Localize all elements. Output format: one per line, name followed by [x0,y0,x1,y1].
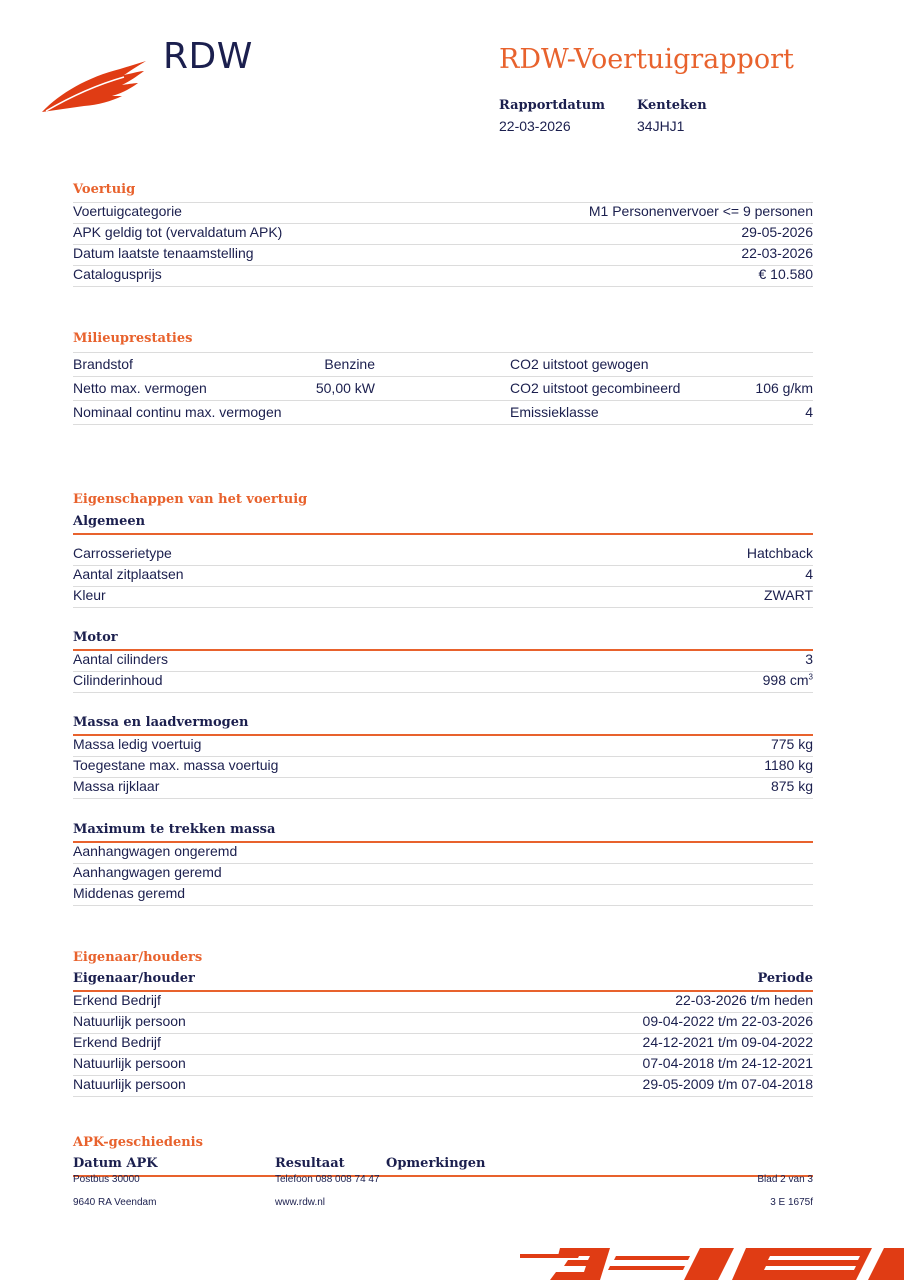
section-title-milieu: Milieuprestaties [73,331,193,346]
row-value [763,672,813,688]
subsection-title-massa: Massa en laadvermogen [73,715,249,730]
subsection-title-motor: Motor [73,630,118,645]
subsection-title-trekken: Maximum te trekken massa [73,822,276,837]
table-row [73,544,813,566]
row-label: Datum laatste tenaamstelling [73,245,254,261]
footer-adres: 9640 RA Veendam [73,1197,157,1208]
row-label: Massa ledig voertuig [73,736,202,752]
table-row [73,353,813,377]
row-value: M1 Personenvervoer <= 9 personen [588,203,813,219]
row-label: Middenas geremd [73,885,186,901]
row-label: Massa rijklaar [73,778,160,794]
row-value: 22-03-2026 t/m heden [675,992,813,1008]
row-label: Aanhangwagen geremd [73,864,222,880]
unit-superscript: 3 [808,672,813,682]
row-label: Brandstof [73,356,133,372]
row-value: ZWART [764,587,813,603]
row-label: Emissieklasse [510,404,599,420]
row-value: 4 [805,404,813,420]
table-row [73,777,813,799]
table-row [73,565,813,587]
row-label: Toegestane max. massa voertuig [73,757,279,773]
kenteken-value: 34JHJ1 [637,118,685,134]
row-value: € 10.580 [758,266,813,282]
row-label: Erkend Bedrijf [73,1034,161,1050]
table-row [73,991,813,1013]
table-row [73,377,813,401]
row-value: 29-05-2026 [741,224,813,240]
row-value: 50,00 kW [315,380,375,396]
row-label: Netto max. vermogen [73,380,207,396]
row-label: Natuurlijk persoon [73,1076,186,1092]
divider [73,533,813,535]
row-value: 22-03-2026 [741,245,813,261]
section-title-eigenaar: Eigenaar/houders [73,950,203,965]
footer-website: www.rdw.nl [275,1197,326,1208]
report-title: RDW-Voertuigrapport [499,44,794,75]
row-label: Aantal cilinders [73,651,168,667]
row-value: 3 [805,651,813,667]
row-label: Aanhangwagen ongeremd [73,843,238,859]
table-row [73,1054,813,1076]
table-row [73,650,813,672]
table-row [73,756,813,778]
table-row [73,586,813,608]
subsection-title-algemeen: Algemeen [73,514,146,529]
table-row [73,863,813,885]
row-value: 106 g/km [755,380,813,396]
row-value: 1180 kg [764,757,813,773]
row-label: Catalogusprijs [73,266,162,282]
column-header-periode: Periode [757,971,813,986]
footer-telefoon: Telefoon 088 008 74 47 [275,1174,380,1185]
table-row [73,265,813,287]
rapportdatum-label: Rapportdatum [499,98,605,113]
row-label: Aantal zitplaatsen [73,566,184,582]
row-label: Natuurlijk persoon [73,1055,186,1071]
rdw-logo-icon [40,55,152,117]
row-label: Natuurlijk persoon [73,1013,186,1029]
table-row [73,223,813,245]
section-title-apk: APK-geschiedenis [73,1135,203,1150]
row-value: 4 [805,566,813,582]
footer-page-number: Blad 2 van 3 [757,1174,813,1185]
row-label: Nominaal continu max. vermogen [73,404,282,420]
plate-stripes-graphic [520,1244,904,1280]
row-value: 875 kg [770,778,813,794]
row-value: 24-12-2021 t/m 09-04-2022 [642,1034,813,1050]
table-row [73,401,813,425]
row-label: CO2 uitstoot gecombineerd [510,380,681,396]
cilinderinhoud-value: 998 cm [762,672,809,688]
row-value: Benzine [324,356,375,372]
table-row [73,1033,813,1055]
row-label: Voertuigcategorie [73,203,182,219]
table-row [73,202,813,224]
table-row [73,735,813,757]
table-row [73,884,813,906]
column-header-eigenaar: Eigenaar/houder [73,971,195,986]
table-row [73,671,813,693]
row-value: Hatchback [746,545,813,561]
row-value: 775 kg [770,736,813,752]
row-label: Kleur [73,587,106,603]
section-title-eigenschappen: Eigenschappen van het voertuig [73,492,308,507]
row-value: 29-05-2009 t/m 07-04-2018 [642,1076,813,1092]
table-row [73,842,813,864]
column-header-datum-apk: Datum APK [73,1156,158,1171]
column-header-resultaat: Resultaat [275,1156,345,1171]
table-row [73,1012,813,1034]
row-label: Carrosserietype [73,545,172,561]
row-label: Erkend Bedrijf [73,992,161,1008]
section-title-voertuig: Voertuig [73,182,136,197]
table-row [73,1075,813,1097]
row-label: CO2 uitstoot gewogen [510,356,649,372]
footer-postbus: Postbus 30000 [73,1174,140,1185]
table-row [73,244,813,266]
row-value: 07-04-2018 t/m 24-12-2021 [642,1055,813,1071]
divider [73,1175,813,1177]
row-label: APK geldig tot (vervaldatum APK) [73,224,283,240]
kenteken-label: Kenteken [637,98,707,113]
column-header-opmerkingen: Opmerkingen [386,1156,486,1171]
rdw-logo-text: RDW [163,36,253,77]
rapportdatum-value: 22-03-2026 [499,118,571,134]
row-value: 09-04-2022 t/m 22-03-2026 [642,1013,813,1029]
footer-code: 3 E 1675f [770,1197,813,1208]
row-label: Cilinderinhoud [73,672,163,688]
